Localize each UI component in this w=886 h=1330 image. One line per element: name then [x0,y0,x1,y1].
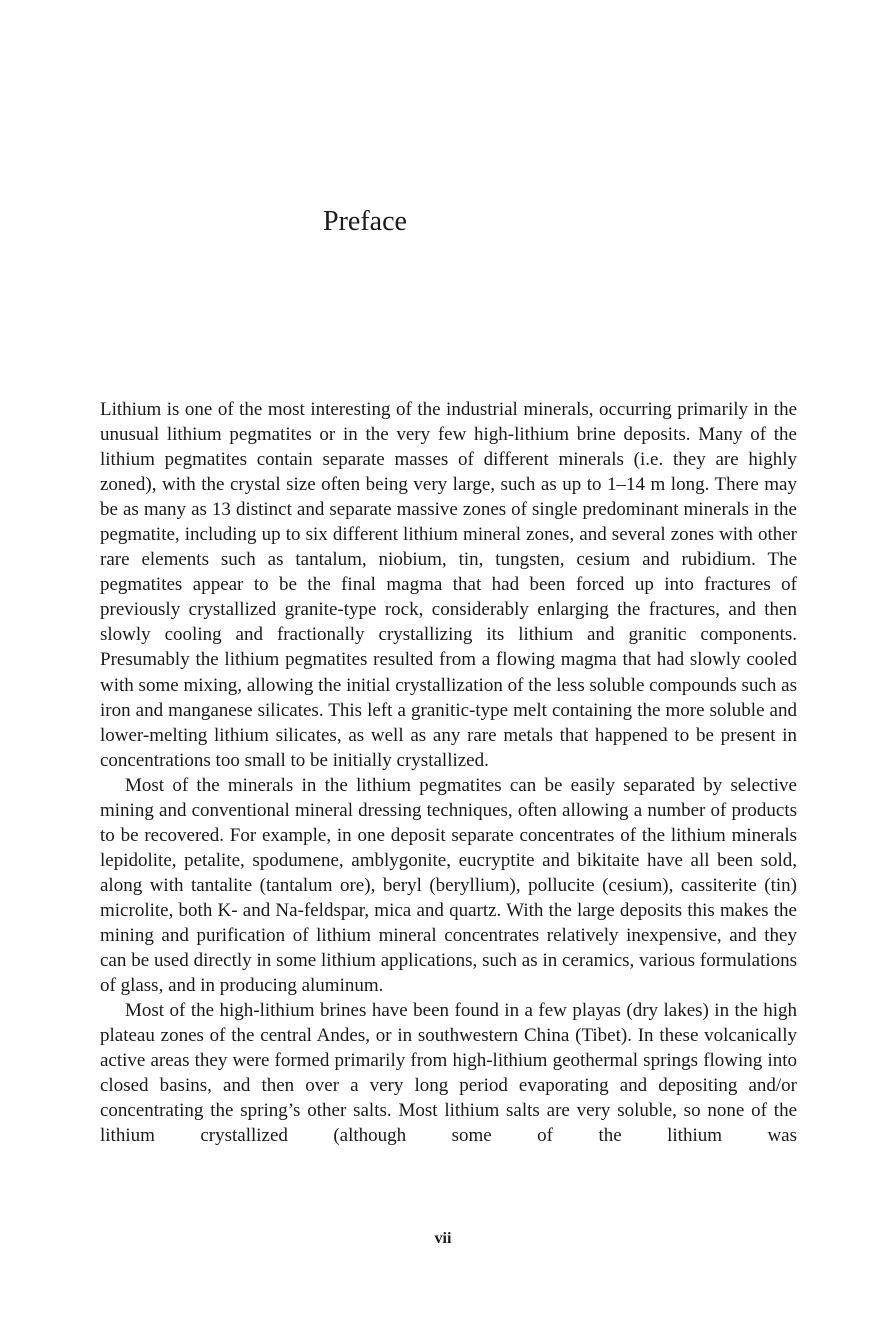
page-number: vii [434,1230,452,1247]
body-text [100,397,797,1148]
page-title: Preface [323,206,407,237]
paragraph-1: Lithium is one of the most interesting of the industrial minerals, occurring primarily in the unusual lithium pegmatites or in the very few high-lithium brine deposits. Many of the lithium pegmatites contain separate masses of different minerals (i.e. they are highly zoned), with the crystal size often being very large, such as up to 1–14 m long. There may be as many as 13 distinct and separate massive zones of single predominant minerals in the pegmatite, including up to six different lithium mineral zones, and several zones with other rare elements such as tantalum, niobium, tin, tungsten, cesium and rubidium. The pegmatites appear to be the final magma that had been forced up into fractures of previously crystallized granite-type rock, considerably enlarging the fractures, and then slowly cooling and fractionally crystallizing its lithium and granitic components. Presumably the lithium pegmatites resulted from a flowing magma that had slowly cooled with some mixing, allowing the initial crystallization of the less soluble compounds such as iron and manganese silicates. This left a granitic-type melt containing the more soluble and lower-melting lithium silicates, as well as any rare metals that happened to be present in concentrations too small to be initially crystallized. [100,399,797,771]
paragraph-3: Most of the high-lithium brines have been found in a few playas (dry lakes) in the high plateau zones of the central Andes, or in southwestern China (Tibet). In these volcanically active areas they were formed primarily from high-lithium geothermal springs flowing into closed basins, and then over a very long period evaporating and depositing and/or concentrating the spring’s other salts. Most lithium salts are very soluble, so none of the lithium crystallized (although some of the lithium was [100,1000,797,1147]
paragraph-2: Most of the minerals in the lithium pegmatites can be easily separated by selective mining and conventional mineral dressing techniques, often allowing a number of products to be recovered. For example, in one deposit separate concentrates of the lithium minerals lepidolite, petalite, spodumene, amblygonite, eucryptite and bikitaite have all been sold, along with tantalite (tantalum ore), beryl (beryllium), pollucite (cesium), cassiterite (tin) microlite, both K- and Na-feldspar, mica and quartz. With the large deposits this makes the mining and purification of lithium mineral concentrates relatively inexpensive, and they can be used directly in some lithium applications, such as in ceramics, various formulations of glass, and in producing aluminum. [100,774,797,997]
